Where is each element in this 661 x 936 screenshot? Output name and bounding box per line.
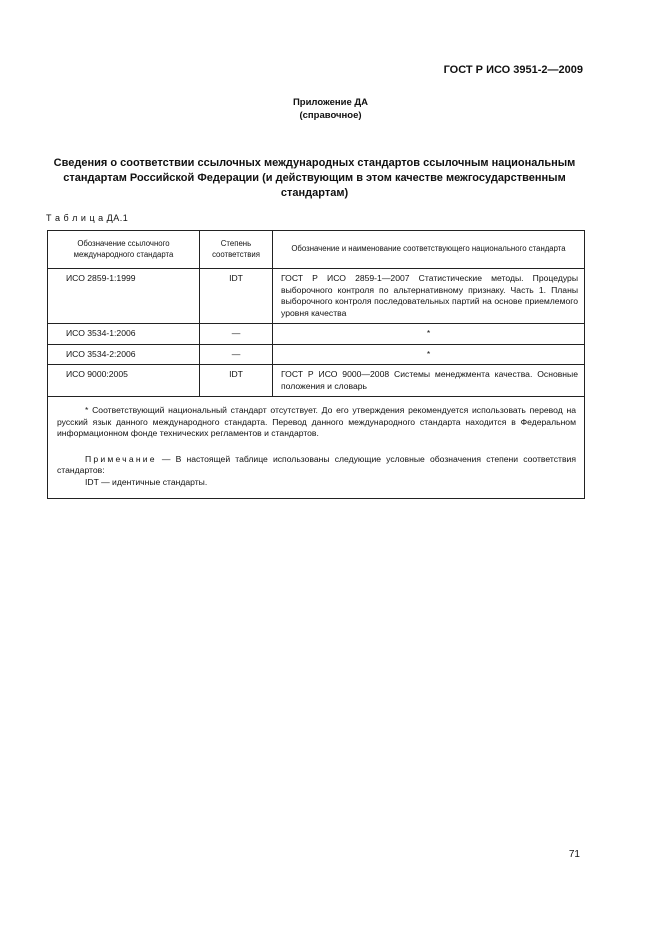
cell-degree: IDT	[200, 269, 273, 324]
table-footer	[48, 397, 585, 499]
cell-national-name: *	[273, 324, 585, 345]
note	[57, 454, 576, 477]
cell-intl-code: ИСО 3534-2:2006	[48, 344, 200, 365]
note-text: — В настоящей таблице использованы следующие условные обозначения степени соответствия стандартов:	[57, 453, 576, 475]
cell-national-name: ГОСТ Р ИСО 2859-1—2007 Статистические методы. Процедуры выборочного контроля по альтернативному признаку. Часть 1. Планы выборочного контроля последовательных партий на основе приемлемого уровня качества	[273, 269, 585, 324]
cell-national-name: ГОСТ Р ИСО 9000—2008 Системы менеджмента качества. Основные положения и словарь	[273, 365, 585, 397]
cell-degree: —	[200, 324, 273, 345]
footnote: * Соответствующий национальный стандарт отсутствует. До его утверждения рекомендуется использовать перевод на русский язык данного международного стандарта. Перевод данного международного стандарта находится в Федеральном информационном фонде технических регламентов и стандартов.	[57, 405, 576, 438]
cell-intl-code: ИСО 9000:2005	[48, 365, 200, 397]
note-label: Примечание	[85, 453, 157, 464]
document-code: ГОСТ Р ИСО 3951-2—2009	[443, 64, 583, 76]
table-row	[48, 324, 585, 345]
cell-national-name: *	[273, 344, 585, 365]
cell-degree: IDT	[200, 365, 273, 397]
table-footer-row	[48, 397, 585, 499]
correspondence-table	[47, 230, 585, 499]
table-row	[48, 344, 585, 365]
appendix-heading	[0, 96, 661, 122]
cell-degree: —	[200, 344, 273, 365]
header-degree: Степень соответствия	[200, 231, 273, 269]
appendix-subtitle: (справочное)	[299, 110, 362, 121]
idt-definition: IDT — идентичные стандарты.	[85, 476, 208, 487]
cell-intl-code: ИСО 2859-1:1999	[48, 269, 200, 324]
page-number: 71	[568, 849, 580, 860]
header-national-standard: Обозначение и наименование соответствующего национального стандарта	[273, 231, 585, 269]
cell-intl-code: ИСО 3534-1:2006	[48, 324, 200, 345]
header-intl-standard: Обозначение ссылочного международного стандарта	[48, 231, 200, 269]
table-row	[48, 269, 585, 324]
table-header-row	[48, 231, 585, 269]
appendix-title: Приложение ДА	[292, 97, 369, 108]
table-row	[48, 365, 585, 397]
table-label: Т а б л и ц а ДА.1	[46, 213, 129, 223]
main-title: Сведения о соответствии ссылочных международных стандартов ссылочным национальным стандартам Российской Федерации (и действующим в этом качестве межгосударственным стандартам)	[53, 157, 576, 199]
